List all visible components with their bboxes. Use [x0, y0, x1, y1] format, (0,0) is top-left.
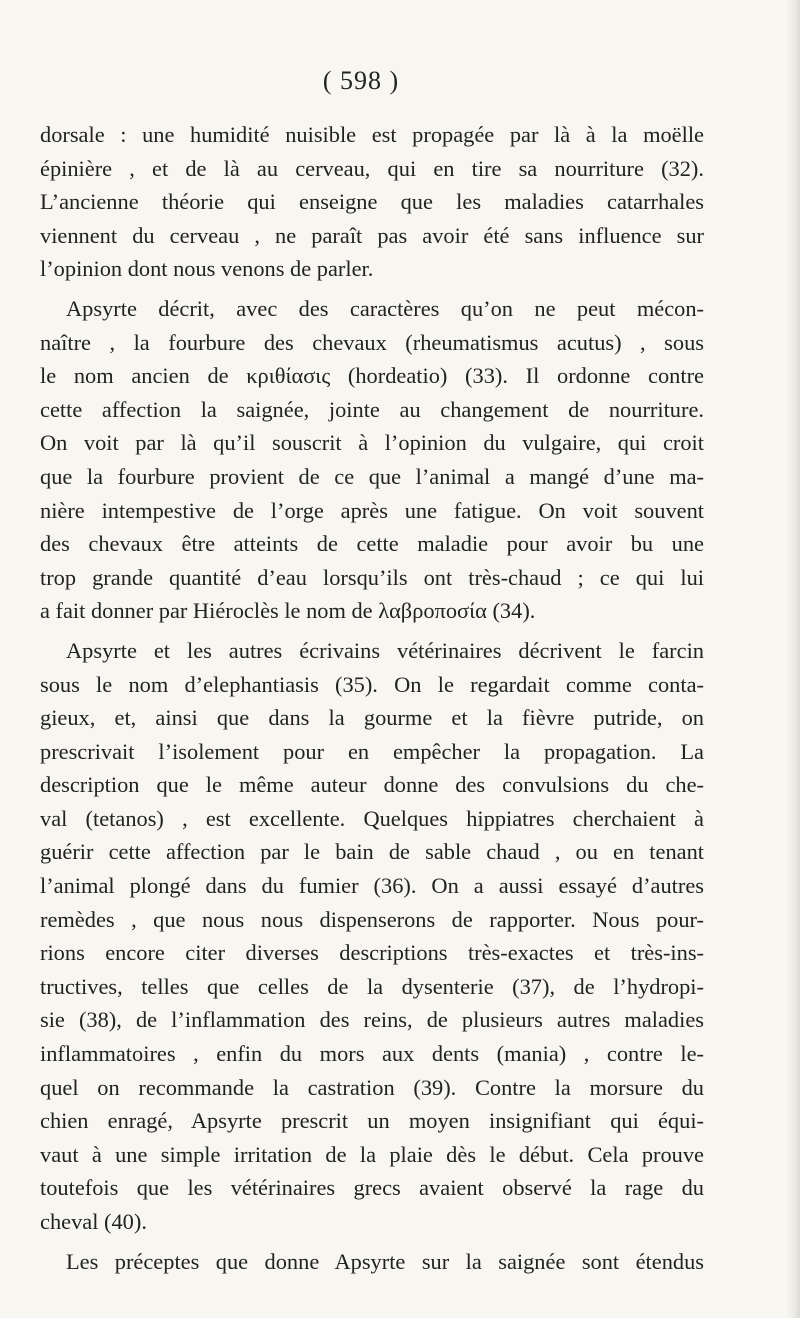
- text-line: L’ancienne théorie qui enseigne que les maladies catarrhales: [40, 189, 704, 215]
- text-line: tructives, telles que celles de la dysenterie (37), de l’hydropi-: [40, 973, 704, 999]
- text-line: Les préceptes que donne Apsyrte sur la saignée sont étendus: [66, 1248, 704, 1274]
- text-line: nière intempestive de l’orge après une fatigue. On voit souvent: [40, 497, 704, 523]
- text-line: rions encore citer diverses descriptions très-exactes et très-ins-: [40, 940, 704, 966]
- text-line: gieux, et, ainsi que dans la gourme et la fièvre putride, on: [40, 705, 704, 731]
- text-line: guérir cette affection par le bain de sable chaud , ou en tenant: [40, 839, 704, 865]
- text-line: l’animal plongé dans du fumier (36). On a aussi essayé d’autres: [40, 873, 704, 899]
- text-line: Apsyrte décrit, avec des caractères qu’on ne peut mécon-: [66, 295, 704, 321]
- text-line: le nom ancien de κριθίασις (hordeatio) (33). Il ordonne contre: [40, 363, 704, 389]
- text-line: inflammatoires , enfin du mors aux dents (mania) , contre le-: [40, 1041, 704, 1067]
- text-line: viennent du cerveau , ne paraît pas avoir été sans influence sur: [40, 222, 704, 248]
- text-line: Apsyrte et les autres écrivains vétérinaires décrivent le farcin: [66, 637, 704, 663]
- text-line: que la fourbure provient de ce que l’animal a mangé d’une ma-: [40, 463, 704, 489]
- text-line: vaut à une simple irritation de la plaie dès le début. Cela prouve: [40, 1141, 704, 1167]
- text-line: l’opinion dont nous venons de parler.: [40, 256, 374, 282]
- text-line: remèdes , que nous nous dispenserons de rapporter. Nous pour-: [40, 906, 704, 932]
- text-line: des chevaux être atteints de cette maladie pour avoir bu une: [40, 531, 704, 557]
- text-line: chien enragé, Apsyrte prescrit un moyen insignifiant qui équi-: [40, 1108, 704, 1134]
- text-line: épinière , et de là au cerveau, qui en tire sa nourriture (32).: [40, 155, 704, 181]
- text-line: val (tetanos) , est excellente. Quelques hippiatres cherchaient à: [40, 805, 704, 831]
- text-line: trop grande quantité d’eau lorsqu’ils ont très-chaud ; ce qui lui: [40, 564, 704, 590]
- text-line: a fait donner par Hiéroclès le nom de λαβροποσία (34).: [40, 598, 536, 624]
- page-edge-shadow: [786, 0, 800, 1318]
- text-line: cheval (40).: [40, 1209, 147, 1234]
- text-line: prescrivait l’isolement pour en empêcher la propagation. La: [40, 738, 704, 764]
- page-number: ( 598 ): [322, 66, 400, 95]
- text-line: description que le même auteur donne des convulsions du che-: [40, 772, 704, 798]
- text-line: quel on recommande la castration (39). Contre la morsure du: [40, 1074, 704, 1100]
- text-line: cette affection la saignée, jointe au changement de nourriture.: [40, 396, 704, 422]
- body-text: [40, 118, 704, 1278]
- text-line: toutefois que les vétérinaires grecs avaient observé la rage du: [40, 1175, 704, 1201]
- text-line: dorsale : une humidité nuisible est propagée par là à la moëlle: [40, 122, 704, 147]
- text-line: naître , la fourbure des chevaux (rheumatismus acutus) , sous: [40, 329, 704, 355]
- text-line: sous le nom d’elephantiasis (35). On le regardait comme conta-: [40, 671, 704, 697]
- text-line: sie (38), de l’inflammation des reins, de plusieurs autres maladies: [40, 1007, 704, 1033]
- text-line: On voit par là qu’il souscrit à l’opinion du vulgaire, qui croit: [40, 430, 704, 456]
